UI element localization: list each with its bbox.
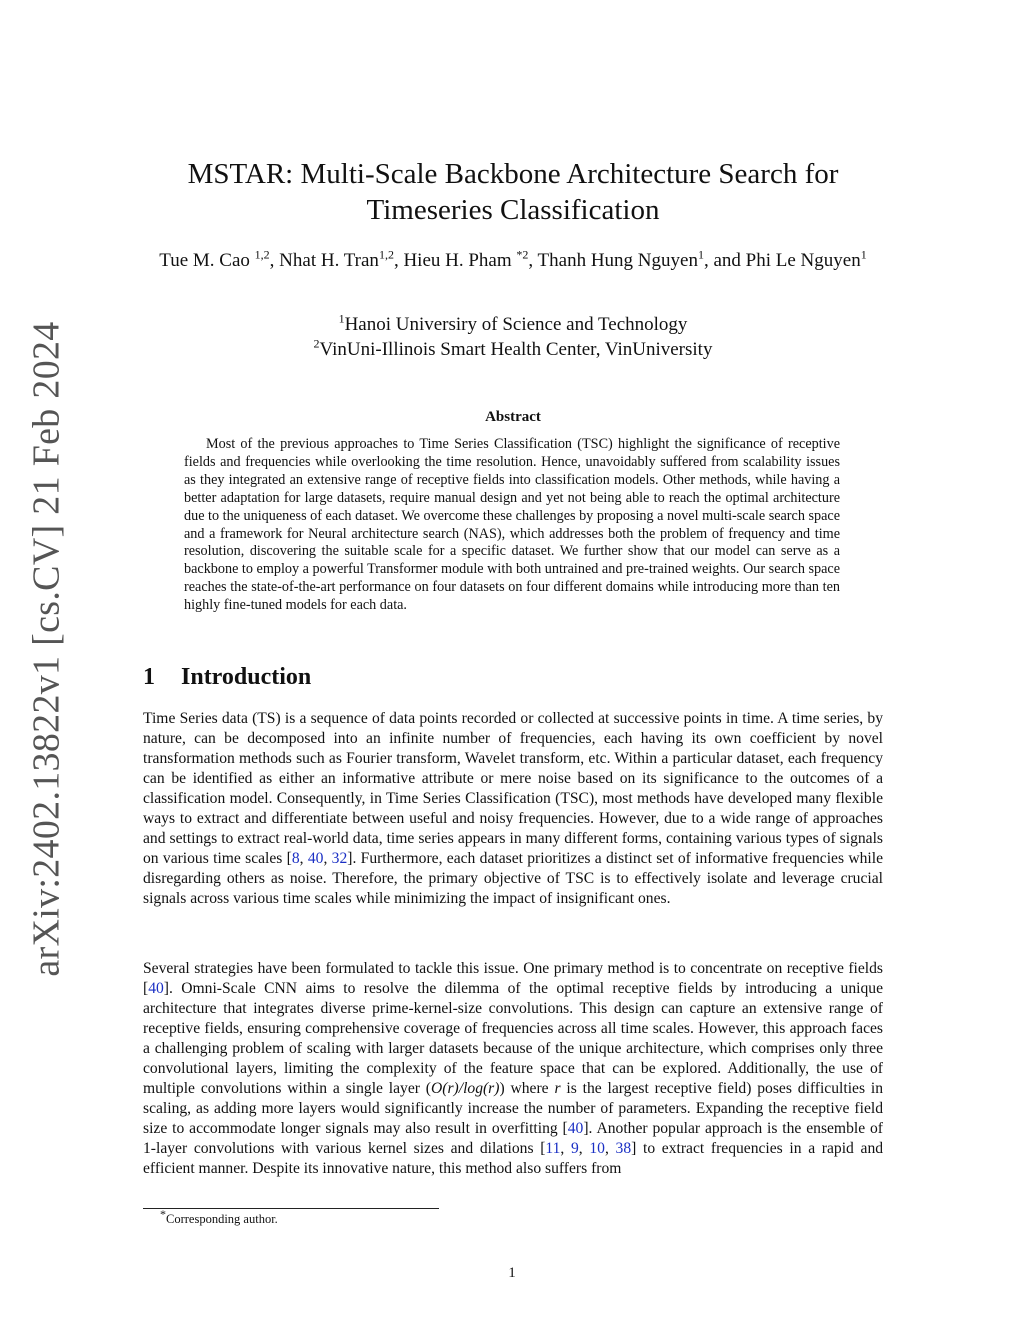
author-separator: , and <box>703 250 746 271</box>
citation-link[interactable]: 9 <box>571 1140 579 1157</box>
paragraph-text: ]. Omni-Scale CNN aims to resolve the dilemma of the optimal receptive fields by introducing a unique architecture that integrates diverse prime-kernel-size convolutions. This design can capture an extensive range of receptive fields, ensuring comprehensive coverage of frequencies across all time scales. However, this approach faces a challenging problem of scaling with larger datasets because of the unique architecture, which comprises only three convolutional layers, limiting the complexity of the feature space that can be explored. Additionally, the use of multiple convolutions within a single layer ( <box>143 980 883 1097</box>
footnote-divider <box>143 1208 439 1209</box>
author-name: Thanh Hung Nguyen <box>537 250 698 271</box>
arxiv-sidebar <box>26 321 69 977</box>
footnote-text: Corresponding author. <box>166 1212 278 1226</box>
paragraph-text: Several strategies have been formulated to tackle this issue. One primary method is to concentrate on receptive fields [ <box>143 960 883 997</box>
footnote-mark: * <box>160 1206 166 1221</box>
citation-link[interactable]: 40 <box>148 980 164 997</box>
affiliation-mark: 2 <box>313 336 320 351</box>
section-heading <box>143 664 311 691</box>
section-title: Introduction <box>181 664 312 690</box>
author-separator: , <box>269 250 280 271</box>
author-affil-mark: 1,2 <box>378 247 394 262</box>
paragraph-text: ]. Furthermore, each dataset prioritizes a distinct set of informative frequencies while disregarding others as noise. Therefore, the primary objective of TSC is to effectively isolate and leverage crucial signals across various time scales while minimizing the impact of insignificant ones. <box>143 850 883 907</box>
author-name: Phi Le Nguyen <box>745 250 861 271</box>
author-name: Tue M. Cao <box>159 250 255 271</box>
affiliation-text: Hanoi Universiry of Science and Technology <box>344 314 688 335</box>
paragraph: Time Series data (TS) is a sequence of data points recorded or collected at successive points in time. A time series, by nature, can be decomposed into an infinite number of frequencies, each having its own coefficient by novel transformation methods such as Fourier transform, Wavelet transform, etc. Within a particular dataset, each frequency can be identified as either an informative attribute or mere noise based on its significance to the outcomes of a classification model. Consequently, in Time Series Classification (TSC), most methods have developed many flexible ways to extract and differentiate between useful and noisy frequencies. However, due to a wide range of approaches and settings to extract real-world data, time series appears in many different forms, containing various types of signals on various time scales [8, 40, 32]. Furthermore, each dataset prioritizes a distinct set of informative frequencies while disregarding others as noise. Therefore, the primary objective of TSC is to effectively isolate and leverage crucial signals across various time scales while minimizing the impact of insignificant ones. <box>143 710 883 907</box>
author-affil-mark: 1 <box>860 247 867 262</box>
paper-title: MSTAR: Multi-Scale Backbone Architecture Search for Timeseries Classification <box>187 158 839 226</box>
affiliation <box>143 337 883 362</box>
footnote <box>160 1206 278 1227</box>
math-expression: O(r)/log(r) <box>431 1080 500 1097</box>
paragraph-text: Time Series data (TS) is a sequence of data points recorded or collected at successive points in time. A time series, by nature, can be decomposed into an infinite number of frequencies, each having its own coefficient by novel transformation methods such as Fourier transform, Wavelet transform, etc. Within a particular dataset, each frequency can be identified as either an informative attribute or mere noise based on its significance to the outcomes of a classification model. Consequently, in Time Series Classification (TSC), most methods have developed many flexible ways to extract and differentiate between useful and noisy frequencies. However, due to a wide range of approaches and settings to extract real-world data, time series appears in many different forms, containing various types of signals on various time scales [ <box>143 710 883 867</box>
affiliation <box>143 312 883 337</box>
paragraph-text: ) where <box>499 1080 555 1097</box>
citation-link[interactable]: 40 <box>567 1120 584 1137</box>
citation-link[interactable]: 10 <box>589 1140 605 1157</box>
math-variable: r <box>554 1080 561 1097</box>
author-separator: , <box>528 250 538 271</box>
page-number: 1 <box>508 1265 516 1281</box>
abstract-text: Most of the previous approaches to Time Series Classification (TSC) highlight the significance of receptive fields and frequencies while overlooking the time resolution. Hence, unavoidably suffered from scalability issues as they integrated an extensive range of receptive fields into classification models. Other methods, while having a better adaptation for large datasets, require manual design and yet not being able to reach the optimal architecture due to the uniqueness of each dataset. We overcome these challenges by proposing a novel multi-scale search space and a framework for Neural architecture search (NAS), which addresses both the problem of frequency and time resolution, discovering the suitable scale for a specific dataset. We further show that our model can serve as a backbone to employ a powerful Transformer module with both untrained and pre-trained weights. Our search space reaches the state-of-the-art performance on four datasets on four different domains while introducing more than ten highly fine-tuned models for each data. <box>184 436 840 614</box>
paragraph-text: is the largest receptive field) poses difficulties in scaling, as adding more layers would significantly increase the number of parameters. Expanding the receptive field size to accommodate longer signals may also result in overfitting [ <box>143 1080 883 1137</box>
author-name: Nhat H. Tran <box>279 250 379 271</box>
affiliation-list <box>143 312 883 362</box>
paragraph-text: ] to extract frequencies in a rapid and efficient manner. Despite its innovative nature, this method also suffers from <box>143 1140 884 1177</box>
paragraph-text: ]. Another popular approach is the ensemble of 1-layer convolutions with various kernel sizes and dilations [ <box>143 1120 883 1157</box>
author-name: Hieu H. Pham <box>403 250 517 271</box>
arxiv-identifier: arXiv:2402.13822v1 [cs.CV] 21 Feb 2024 <box>26 321 69 977</box>
author-affil-mark: *2 <box>516 247 529 262</box>
citation-link[interactable]: 38 <box>615 1140 632 1157</box>
abstract-heading: Abstract <box>485 409 541 425</box>
citation-link[interactable]: 11 <box>545 1140 561 1157</box>
citation-link[interactable]: 32 <box>331 850 348 867</box>
section-number: 1 <box>143 664 155 690</box>
author-list <box>143 249 883 272</box>
paragraph: Several strategies have been formulated to tackle this issue. One primary method is to concentrate on receptive fields [40]. Omni-Scale CNN aims to resolve the dilemma of the optimal receptive fields by introducing a unique architecture that integrates diverse prime-kernel-size convolutions. This design can capture an extensive range of receptive fields, ensuring comprehensive coverage of frequencies across all time scales. However, this approach faces a challenging problem of scaling with larger datasets because of the unique architecture, which comprises only three convolutional layers, limiting the complexity of the feature space that can be explored. Additionally, the use of multiple convolutions within a single layer (O(r)/log(r)) where r is the largest receptive field) poses difficulties in scaling, as adding more layers would significantly increase the number of parameters. Expanding the receptive field size to accommodate longer signals may also result in overfitting [40]. Another popular approach is the ensemble of 1-layer convolutions with various kernel sizes and dilations [11, 9, 10, 38] to extract frequencies in a rapid and efficient manner. Despite its innovative nature, this method also suffers from <box>143 960 884 1177</box>
citation-link[interactable]: 40 <box>307 850 324 867</box>
affiliation-text: VinUni-Illinois Smart Health Center, VinUniversity <box>319 339 713 360</box>
author-affil-mark: 1 <box>697 247 704 262</box>
affiliation-mark: 1 <box>338 311 345 326</box>
author-separator: , <box>393 250 404 271</box>
author-affil-mark: 1,2 <box>254 247 270 262</box>
citation-link[interactable]: 8 <box>291 850 300 867</box>
